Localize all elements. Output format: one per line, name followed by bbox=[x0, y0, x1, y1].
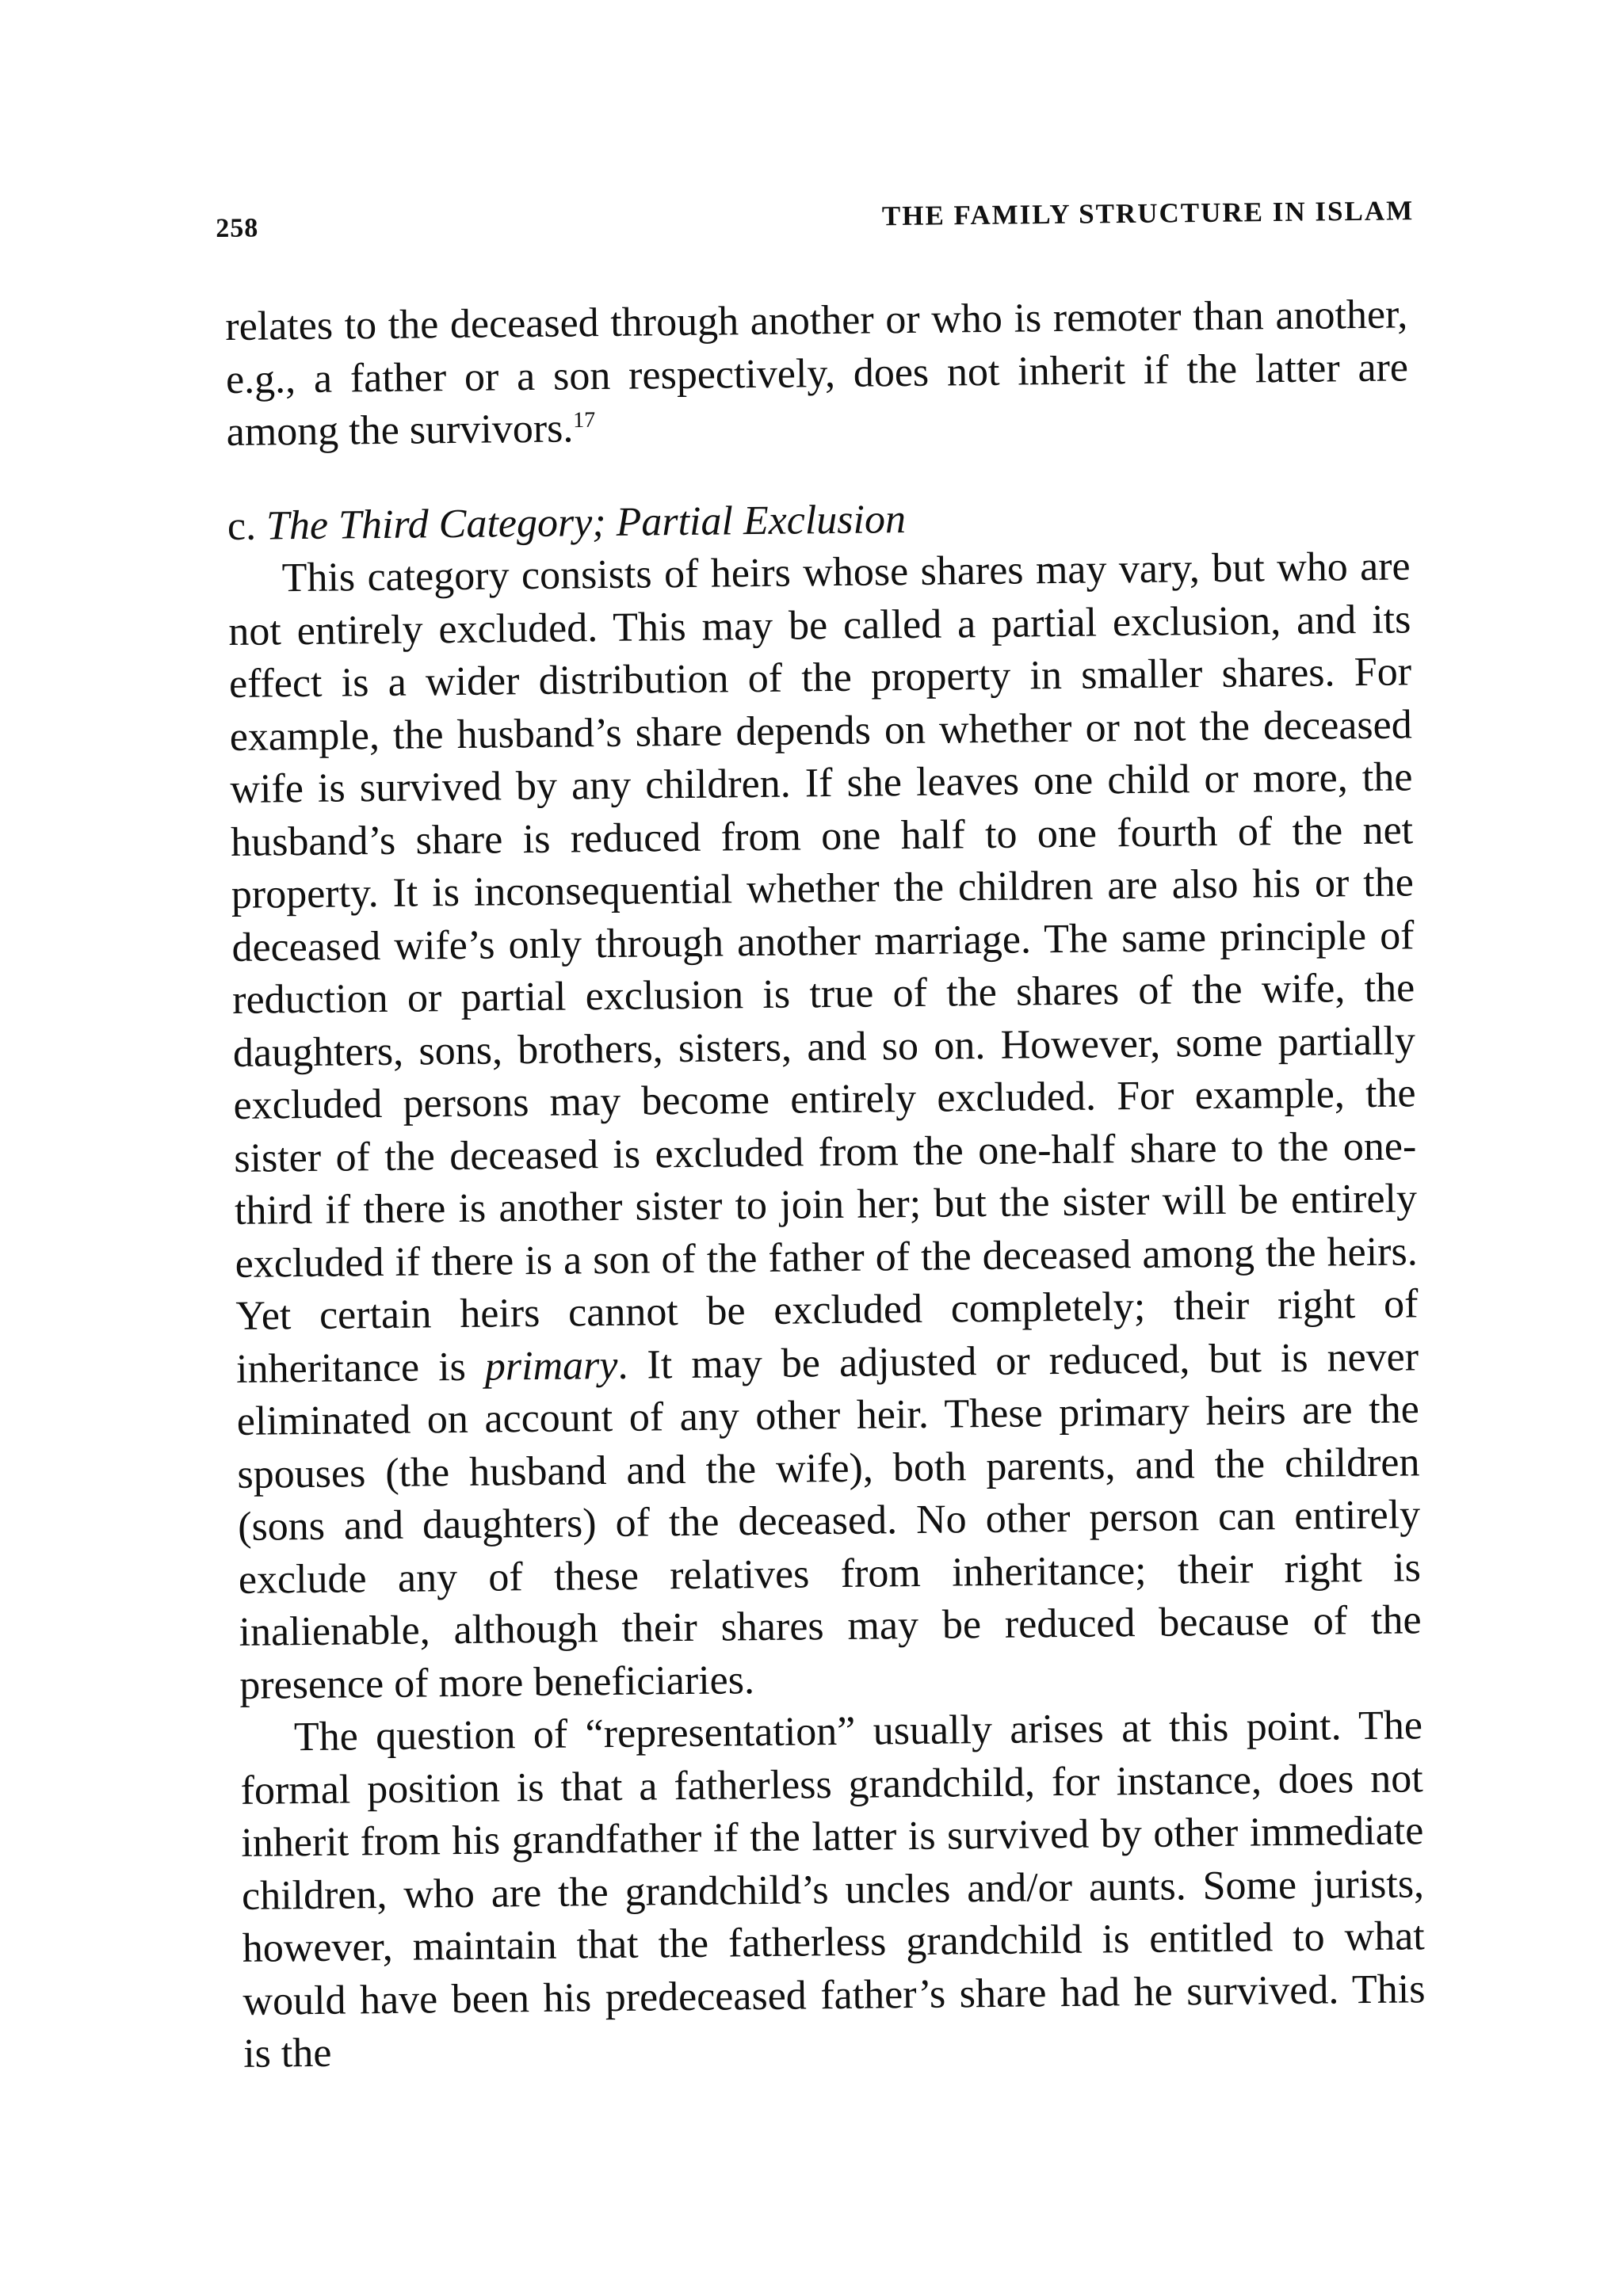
paragraph-partial-exclusion bbox=[227, 540, 1422, 1712]
emphasized-word: primary bbox=[484, 1342, 618, 1390]
continuation-text: relates to the deceased through another or who is remoter than another, e.g., a father or a son respectively, does not inherit if the latter are among the survivors. bbox=[225, 292, 1409, 455]
section-letter: c. bbox=[227, 503, 257, 549]
footnote-reference: 17 bbox=[573, 407, 596, 433]
page-body bbox=[225, 288, 1426, 2081]
paragraph-text-part-a: This category consists of heirs whose shares may vary, but who are not entirely excluded. This may be called a partial exclusion, and its effect is a wider distribution of the property in smaller shares. For example, the husband’s share depends on whether or not the deceased wife is survived by any children. If she leaves one child or more, the husband’s share is reduced from one half to one fourth of the net property. It is inconsequential whether the children are also his or the deceased wife’s only through another marriage. The same principle of reduction or partial exclusion is true of the shares of the wife, the daughters, sons, brothers, sisters, and so on. However, some partially excluded persons may become entirely excluded. For example, the sister of the deceased is excluded from the one-half share to the one-third if there is another sister to join her; but the sister will be entirely excluded if there is a son of the father of the deceased among the heirs. Yet certain heirs cannot be excluded completely; their right of inheritance is bbox=[228, 543, 1419, 1392]
paragraph-text-part-b: . It may be adjusted or reduced, but is never eliminated on account of any other heir. These primary heirs are the spouses (the husband and the wife), both parents, and the children (sons and daughters) of the deceased. No other person can entirely exclude any of these relatives from inheritance; their right is inalienable, although their shares may be reduced because of the presence of more beneficiaries. bbox=[236, 1333, 1422, 1708]
continuation-paragraph bbox=[225, 288, 1409, 459]
section-title: The Third Category; Partial Exclusion bbox=[265, 496, 907, 548]
paragraph-representation bbox=[240, 1699, 1426, 2081]
page-number: 258 bbox=[216, 213, 259, 243]
paragraph-text: The question of “representation” usually arises at this point. The formal position is that a fatherless grandchild, for instance, does not inherit from his grandfather if the latter is survived by other immediate children, who are the grandchild’s uncles and/or aunts. Some jurists, however, maintain that the fatherless grandchild is entitled to what would have been his predeceased father’s share had he survived. This is the bbox=[240, 1703, 1426, 2077]
page-header bbox=[216, 195, 1415, 252]
running-head-title: THE FAMILY STRUCTURE IN ISLAM bbox=[881, 195, 1415, 232]
